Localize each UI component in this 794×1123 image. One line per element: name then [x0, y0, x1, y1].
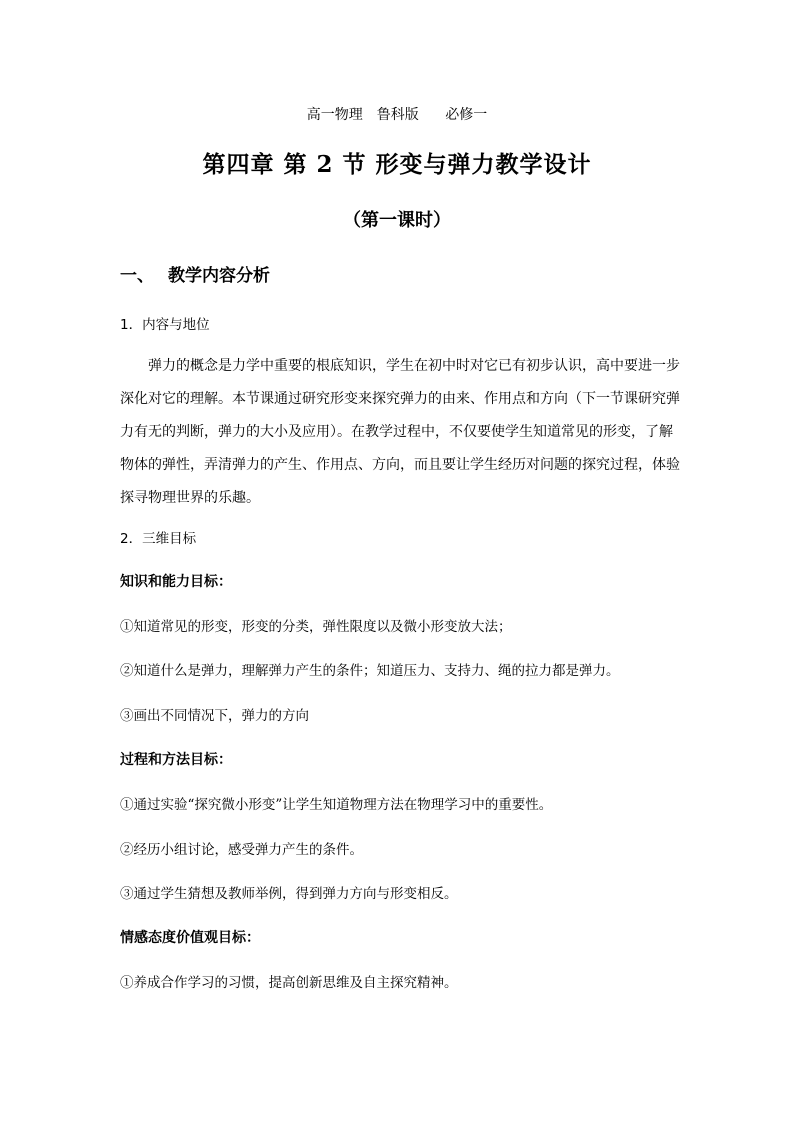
knowledge-goals-heading: 知识和能力目标： [120, 574, 232, 590]
knowledge-goal-item: ②知道什么是弹力，理解弹力产生的条件；知道压力、支持力、绳的拉力都是弹力。 [120, 663, 620, 679]
section-heading-content-analysis [120, 261, 270, 286]
knowledge-goal-item: ①知道常见的形变，形变的分类，弹性限度以及微小形变放大法； [120, 619, 512, 635]
section-number: 一、 [120, 266, 154, 286]
section-title: 教学内容分析 [168, 266, 270, 286]
paragraph-line: 深化对它的理解。本节课通过研究形变来探究弹力的由来、作用点和方向（下一节课研究弹 [120, 391, 680, 407]
subsection-heading-content-position: 1．内容与地位 [120, 317, 210, 333]
process-goal-item: ②经历小组讨论，感受弹力产生的条件。 [120, 842, 363, 858]
paragraph-line: 力有无的判断，弹力的大小及应用）。在教学过程中，不仅要使学生知道常见的形变，了解 [120, 424, 673, 440]
content-position-paragraph [120, 350, 680, 515]
process-goal-item: ①通过实验“探究微小形变”让学生知道物理方法在物理学习中的重要性。 [120, 797, 553, 813]
process-goals-heading: 过程和方法目标： [120, 752, 232, 768]
emotion-goals-heading: 情感态度价值观目标： [120, 930, 260, 946]
knowledge-goal-item: ③画出不同情况下，弹力的方向 [120, 708, 309, 724]
paragraph-line: 弹力的概念是力学中重要的根底知识，学生在初中时对它已有初步认识，高中要进一步 [148, 358, 680, 374]
emotion-goal-item: ①养成合作学习的习惯，提高创新思维及自主探究精神。 [120, 975, 458, 991]
paragraph-line: 物体的弹性，弄清弹力的产生、作用点、方向，而且要让学生经历对问题的探究过程，体验 [120, 457, 680, 473]
process-goal-item: ③通过学生猜想及教师举例，得到弹力方向与形变相反。 [120, 886, 458, 902]
document-subtitle: 高一物理 鲁科版 必修一 [306, 107, 488, 123]
lesson-label: （第一课时） [343, 210, 451, 231]
subsection-heading-three-goals: 2．三维目标 [120, 531, 197, 547]
document-title: 第四章 第 2 节 形变与弹力教学设计 [202, 151, 592, 178]
paragraph-line: 探寻物理世界的乐趣。 [120, 490, 260, 506]
